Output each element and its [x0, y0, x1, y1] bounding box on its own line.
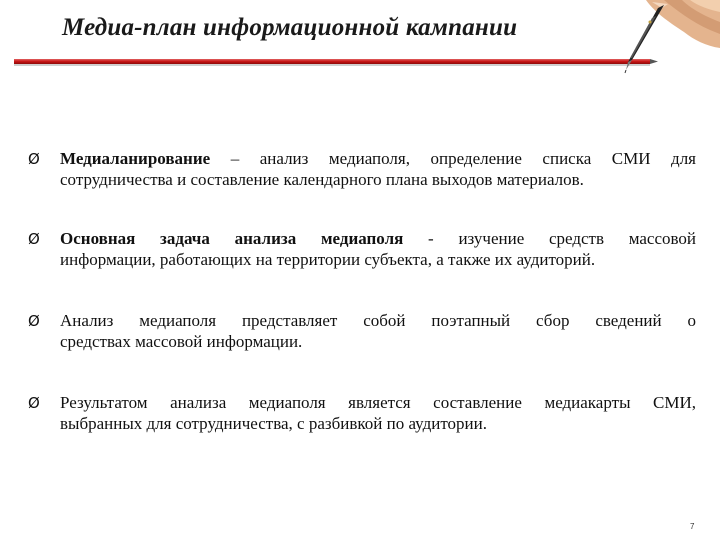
bullet-text-continued: информации, работающих на территории субъекта, а также их аудиторий. [60, 250, 596, 269]
arrow-bullet-icon: Ø [28, 150, 40, 168]
slide-title: Медиа-план информационной кампании [62, 14, 518, 41]
page-number: 7 [690, 522, 695, 531]
bullet-term: Основная задача анализа медиаполя [60, 229, 404, 248]
hand-with-pen-illustration [606, 0, 720, 80]
bullet-text: – анализ медиаполя, определение списка СМИ для [210, 149, 696, 168]
arrow-bullet-icon: Ø [28, 312, 40, 330]
bullet-text: Результатом анализа медиаполя является составление медиакарты СМИ, [60, 393, 696, 412]
title-underline [14, 58, 658, 67]
arrow-bullet-icon: Ø [28, 230, 40, 248]
arrow-bullet-icon: Ø [28, 394, 40, 412]
bullet-text-continued: средствах массовой информации. [60, 332, 303, 351]
bullet-text-continued: сотрудничества и составление календарного плана выходов материалов. [60, 170, 584, 189]
bullet-text-continued: выбранных для сотрудничества, с разбивкой по аудитории. [60, 414, 487, 433]
bullet-text: - изучение средств массовой [403, 229, 696, 248]
bullet-text: Анализ медиаполя представляет собой поэтапный сбор сведений о [60, 311, 696, 330]
bullet-term: Медиаланирование [60, 149, 211, 168]
